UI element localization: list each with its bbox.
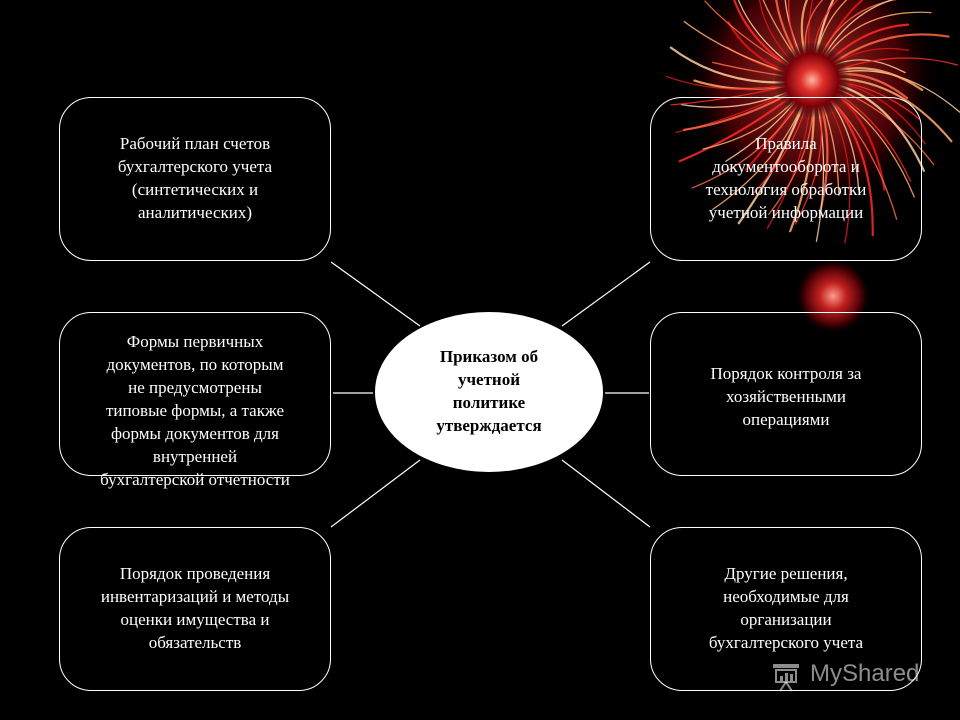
watermark-text: MyShared (810, 660, 920, 687)
connector-bottom-left (331, 460, 420, 527)
presentation-icon (770, 662, 802, 692)
box-bottom-right-text: Другие решения, необходимые для организации бухгалтерского учета (708, 564, 864, 652)
connector-top-left (331, 262, 420, 326)
connector-bottom-right (562, 460, 650, 527)
connector-top-right (562, 262, 650, 326)
box-bottom-left-text: Порядок проведения инвентаризаций и методы оценки имущества и обязательств (100, 564, 290, 652)
watermark (770, 656, 940, 696)
box-top-left-text: Рабочий план счетов бухгалтерского учета (синтетических и аналитических) (117, 134, 273, 222)
box-middle-left-text: Формы первичных документов, по которым не предусмотрены типовые формы, а также формы документов для внутренней бухгалтерской отчетности (100, 332, 290, 489)
box-top-right-text: Правила документооборота и технология обработки учетной информации (705, 134, 867, 222)
center-text: Приказом об учетной политике утверждается (436, 347, 542, 435)
box-middle-right-text: Порядок контроля за хозяйственными операциями (710, 364, 862, 429)
